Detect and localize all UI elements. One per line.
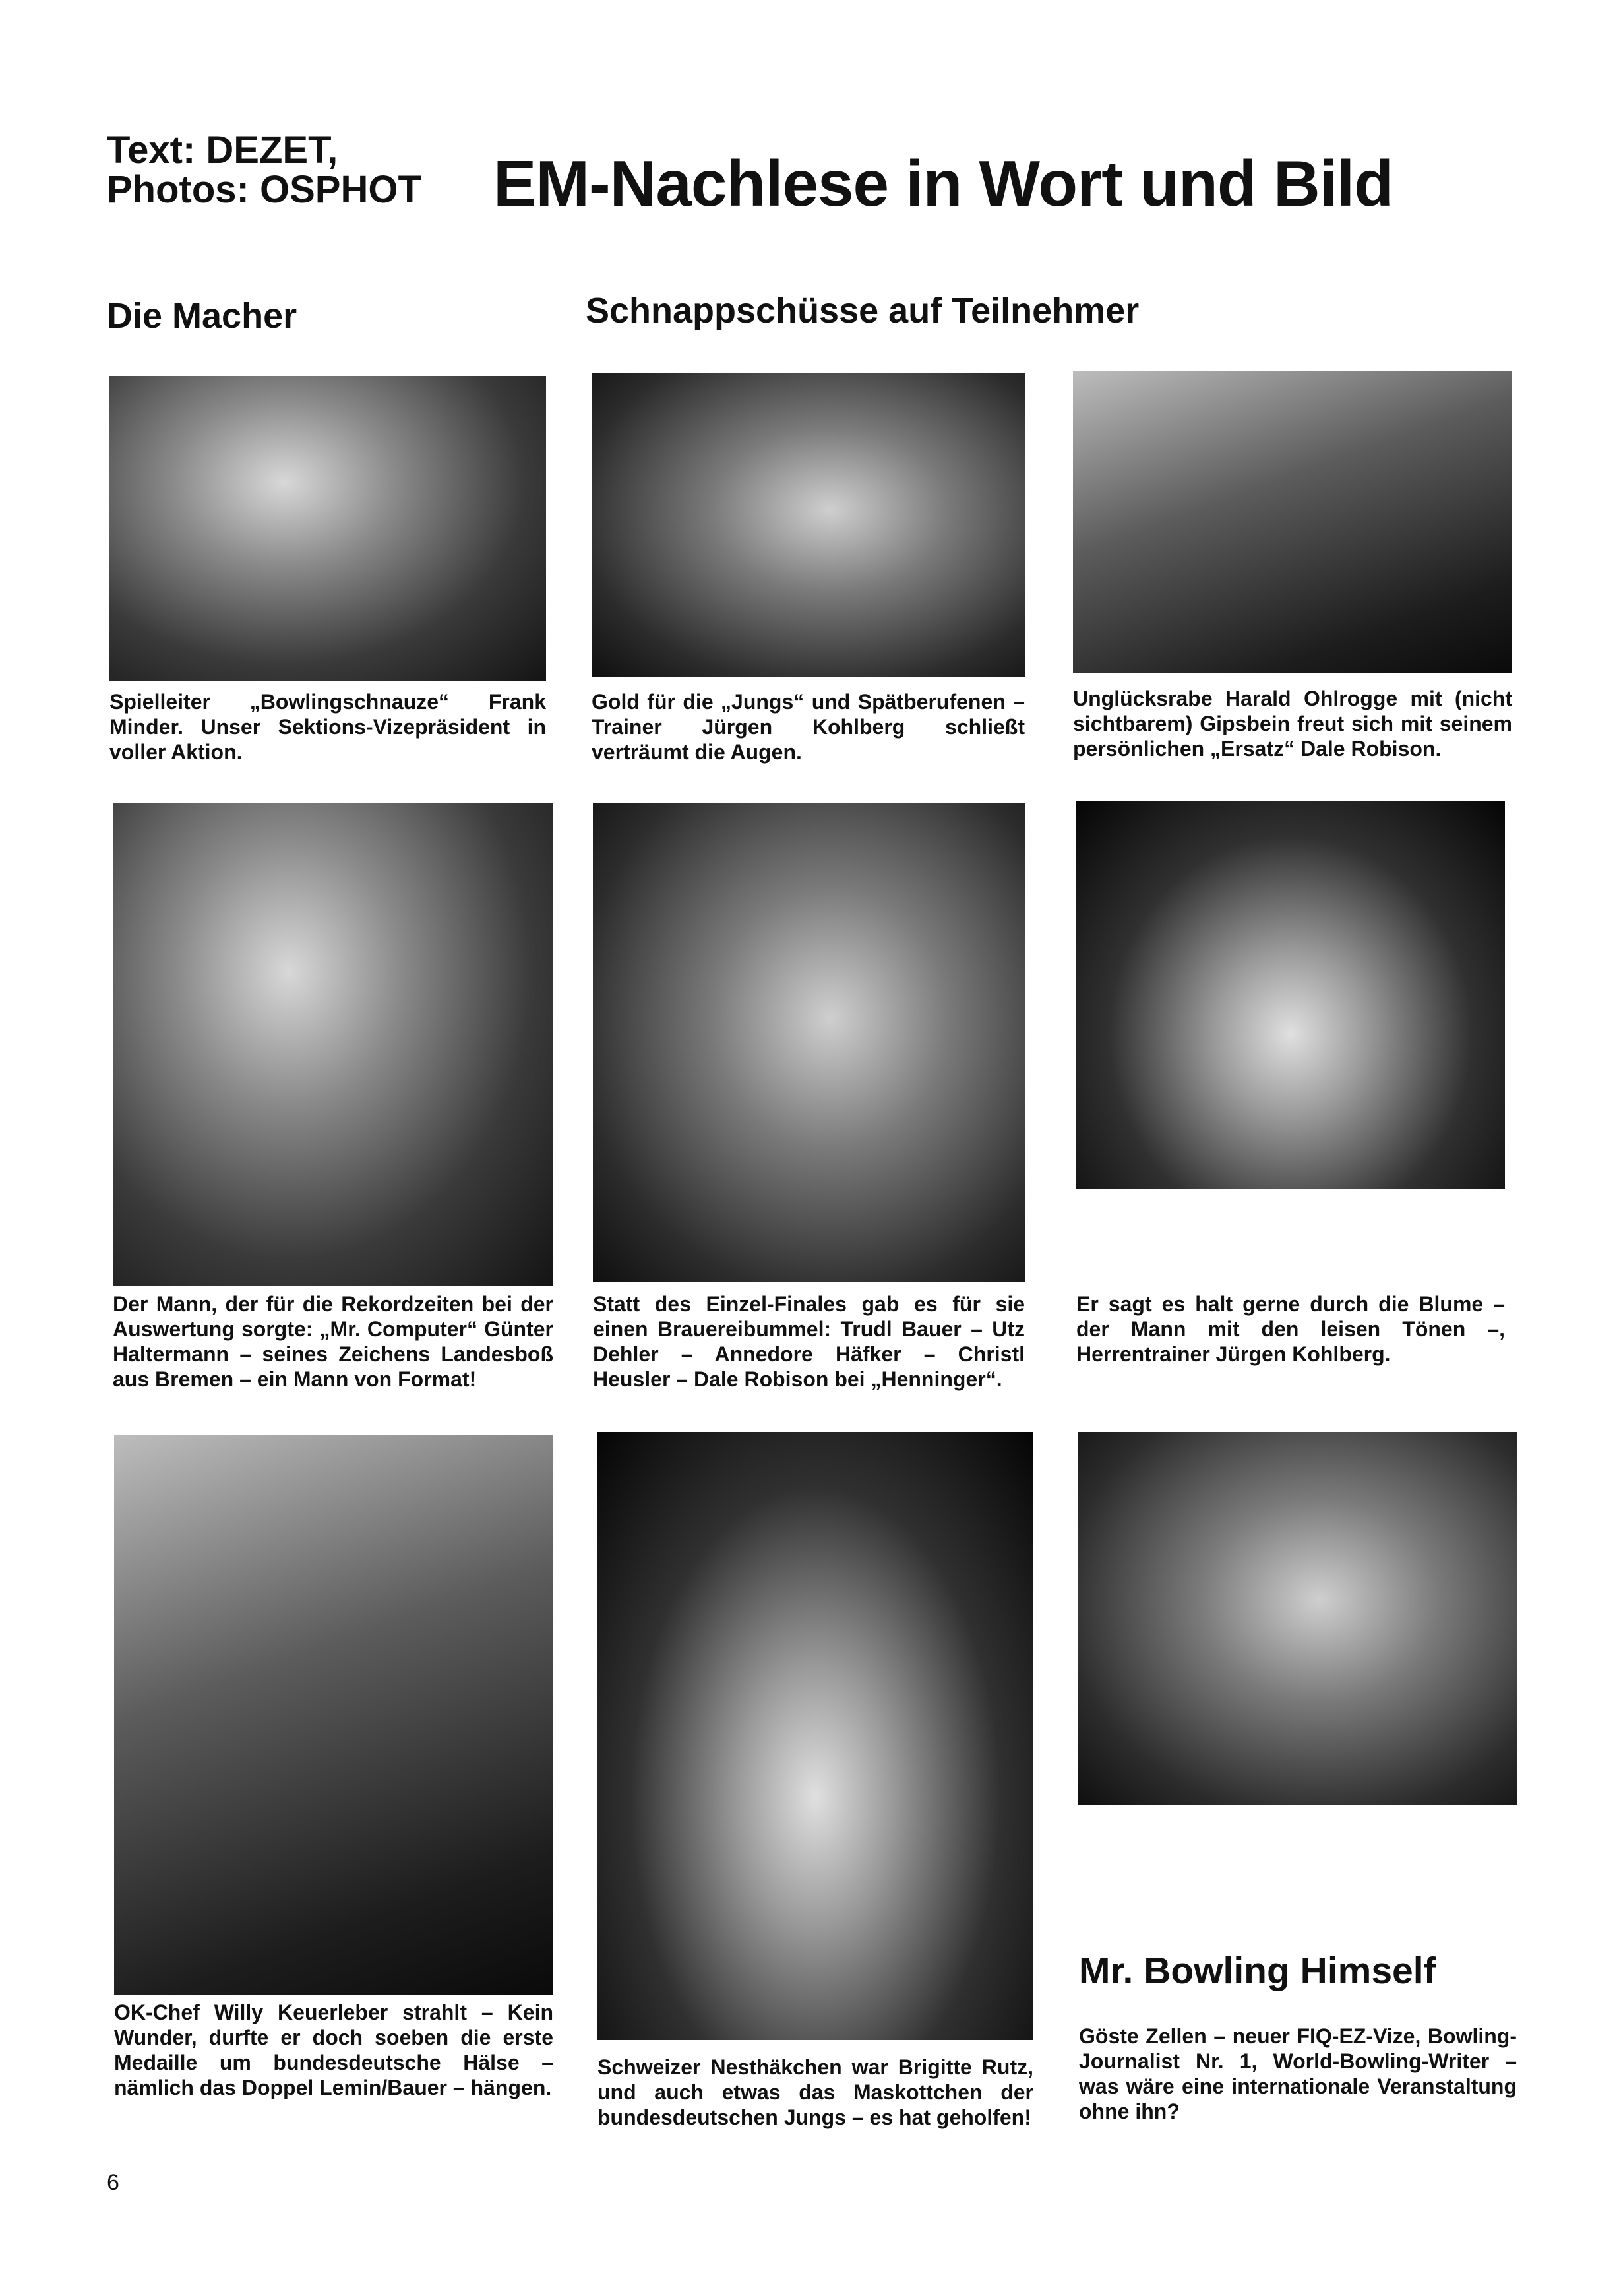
caption-1: Spielleiter „Bowlingschnauze“ Frank Minder. Unser Sektions-Vizepräsident in voller Aktion. [109, 690, 546, 764]
photo-juergen-kohlberg [1076, 801, 1505, 1189]
caption-2: Gold für die „Jungs“ und Spätberufenen – Trainer Jürgen Kohlberg schließt verträumt die Augen. [592, 690, 1025, 764]
caption-7: OK-Chef Willy Keuerleber strahlt – Kein Wunder, durfte er doch soeben die erste Medaille um bundesdeutsche Hälse – nämlich das Doppel Lemin/Bauer – hängen. [114, 2001, 553, 2099]
caption-5: Statt des Einzel-Finales gab es für sie einen Brauereibummel: Trudl Bauer – Utz Dehler – Annedore Häfker – Christl Heusler – Dale Robison bei „Henninger“. [593, 1292, 1025, 1391]
photo-frank-minder [109, 376, 546, 681]
photo-team-jungs [592, 373, 1025, 677]
photo-willy-keuerleber [114, 1435, 553, 1995]
caption-9: Göste Zellen – neuer FIQ-EZ-Vize, Bowling-Journalist Nr. 1, World-Bowling-Writer – was wäre eine internationale Veranstaltung ohne ihn? [1079, 2024, 1517, 2123]
photo-goeste-zellen [1078, 1432, 1517, 1805]
page-title: EM-Nachlese in Wort und Bild [493, 147, 1393, 220]
caption-4: Der Mann, der für die Rekordzeiten bei der Auswertung sorgte: „Mr. Computer“ Günter Haltermann – seines Zeichens Landesboß aus Bremen – ein Mann von Format! [113, 1292, 553, 1391]
photo-brigitte-rutz [597, 1432, 1033, 2040]
section-heading-mr-bowling: Mr. Bowling Himself [1079, 1950, 1436, 1992]
section-heading-schnappschuesse: Schnappschüsse auf Teilnehmer [586, 291, 1140, 330]
credit-text: Text: DEZET, [107, 129, 338, 171]
page-number: 6 [107, 2170, 119, 2195]
credits [107, 131, 421, 210]
photo-guenter-haltermann [113, 803, 553, 1286]
photo-harald-ohlrogge [1073, 371, 1512, 673]
photo-brauereibummel [593, 803, 1025, 1282]
caption-8: Schweizer Nesthäkchen war Brigitte Rutz, und auch etwas das Maskottchen der bundesdeutschen Jungs – es hat geholfen! [597, 2055, 1033, 2129]
caption-6: Er sagt es halt gerne durch die Blume – der Mann mit den leisen Tönen –, Herrentrainer Jürgen Kohlberg. [1076, 1292, 1505, 1366]
caption-3: Unglücksrabe Harald Ohlrogge mit (nicht sichtbarem) Gipsbein freut sich mit seinem persönlichen „Ersatz“ Dale Robison. [1073, 687, 1512, 760]
credit-photos: Photos: OSPHOT [107, 168, 421, 211]
section-heading-die-macher: Die Macher [107, 296, 297, 336]
